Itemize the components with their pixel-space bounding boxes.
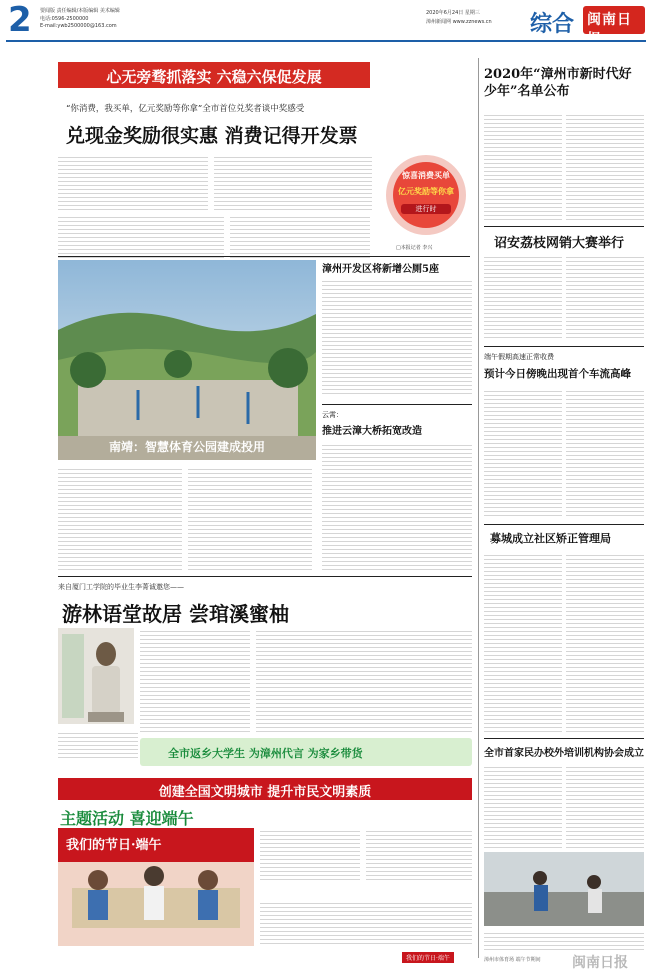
training-body-2	[566, 764, 644, 848]
lychee-headline: 诏安荔枝网销大赛举行	[494, 236, 625, 251]
training-body-1	[484, 764, 562, 848]
divider-r2	[484, 346, 644, 347]
masthead-rule	[6, 40, 646, 42]
promo-graphic	[383, 150, 469, 240]
festival-body-2	[366, 828, 472, 882]
yunxiao-tag: 云霄：	[322, 411, 343, 419]
return-home-strip	[140, 738, 472, 766]
lead-body-1	[58, 154, 208, 210]
yunxiao-body	[322, 442, 472, 570]
masthead-info-3: E-mail:ywb2500000@163.com	[40, 23, 117, 29]
festival-tag: 我们的节日·端午	[402, 952, 454, 963]
volunteer-body-1	[484, 552, 562, 732]
banner-top	[58, 62, 370, 88]
dumpling-photo	[58, 828, 254, 946]
lead-kicker: “你消费，我买单，亿元奖励等你拿”全市首位兑奖者谈中奖感受	[66, 104, 305, 114]
masthead-date: 2020年6月24日 星期三	[426, 10, 480, 16]
liyuyin-headline: 游林语堂故居 尝琯溪蜜柚	[62, 602, 289, 626]
statue-image	[58, 628, 134, 724]
training-headline: 全市首家民办校外培训机构协会成立	[484, 748, 644, 759]
promo-line-2: 亿元奖励等你拿	[398, 187, 454, 196]
story-toilets	[322, 260, 472, 400]
dragonboat-headline: 预计今日傍晚出现首个车流高峰	[484, 368, 631, 380]
dragonboat-body-2	[566, 388, 644, 518]
liyuyin-body-3	[58, 730, 138, 760]
banner-top-text: 心无旁骛抓落实 六稳六保促发展	[106, 68, 322, 86]
park-image	[58, 260, 316, 460]
paper-logo	[583, 6, 645, 48]
divider-1	[58, 256, 470, 257]
masthead-info-1: 要闻版 责任编辑/本版编辑 美术编辑	[40, 8, 120, 14]
divider-3	[58, 576, 472, 577]
yunxiao-headline: 推进云漳大桥拓宽改造	[322, 426, 422, 437]
festival-body-3	[260, 900, 472, 946]
promo-line-1: 惊喜消费买单	[402, 171, 450, 180]
festival-body-1	[260, 828, 360, 882]
dragonboat-kicker: 端午假期高速正常收费	[484, 353, 554, 361]
masthead-website: 漳州新闻网 www.zznews.cn	[426, 19, 492, 25]
bottom-subhead: 主题活动 喜迎端午	[60, 809, 194, 828]
story-yunxiao	[322, 410, 472, 572]
youth-body-1	[484, 112, 562, 220]
footer-note: 漳州市体育场 端午节期间	[484, 957, 541, 963]
divider-2	[322, 404, 472, 405]
lead-headline: 兑现金奖励很实惠 消费记得开发票	[66, 125, 358, 147]
volunteer-headline: 募城成立社区矫正管理局	[490, 532, 611, 545]
divider-r3	[484, 524, 644, 525]
column-separator	[478, 58, 479, 958]
lychee-body-1	[484, 254, 562, 340]
sports-caption-text	[484, 930, 644, 952]
page-number: 2	[8, 0, 32, 40]
liyuyin-body-2	[256, 628, 472, 732]
paper-logo-text: 闽南日报	[587, 12, 632, 48]
promo-line-3: 进行时	[401, 204, 451, 214]
dragonboat-body-1	[484, 388, 562, 518]
divider-r1	[484, 226, 644, 227]
return-home-text: 全市返乡大学生 为漳州代言 为家乡带货	[168, 747, 363, 760]
park-photo	[58, 260, 316, 460]
dumpling-banner-text: 我们的节日·端午	[66, 838, 162, 853]
lead-body-3	[58, 214, 224, 258]
divider-r4	[484, 738, 644, 739]
lead-body-4	[230, 214, 370, 258]
liyuyin-photo	[58, 628, 134, 724]
park-body-2	[188, 466, 312, 570]
volunteer-body-2	[566, 552, 644, 732]
masthead-info-2: 电话:0596-2500000	[40, 16, 89, 22]
toilets-body	[322, 278, 472, 396]
section-name: 综合	[530, 11, 575, 37]
liyuyin-body-1	[140, 628, 250, 732]
youth-body-2	[566, 112, 644, 220]
lychee-body-2	[566, 254, 644, 340]
liyuyin-kicker: 来自厦门工学院的毕业生李菁诚邀您——	[58, 583, 184, 591]
banner-bottom-text: 创建全国文明城市 提升市民文明素质	[158, 785, 372, 800]
sports-image	[484, 852, 644, 926]
toilets-headline: 漳州开发区将新增公厕5座	[322, 264, 439, 275]
lead-byline: □本报记者 李兴	[396, 245, 433, 251]
lead-body-2	[214, 154, 372, 210]
youth-headline: 2020年“漳州市新时代好少年”名单公布	[484, 67, 632, 99]
masthead	[0, 0, 652, 48]
park-caption: 南靖：智慧体育公园建成投用	[108, 440, 265, 454]
watermark: 闽南日报	[572, 955, 628, 971]
banner-bottom	[58, 778, 472, 800]
sports-photo	[484, 852, 644, 926]
park-body-1	[58, 466, 182, 570]
